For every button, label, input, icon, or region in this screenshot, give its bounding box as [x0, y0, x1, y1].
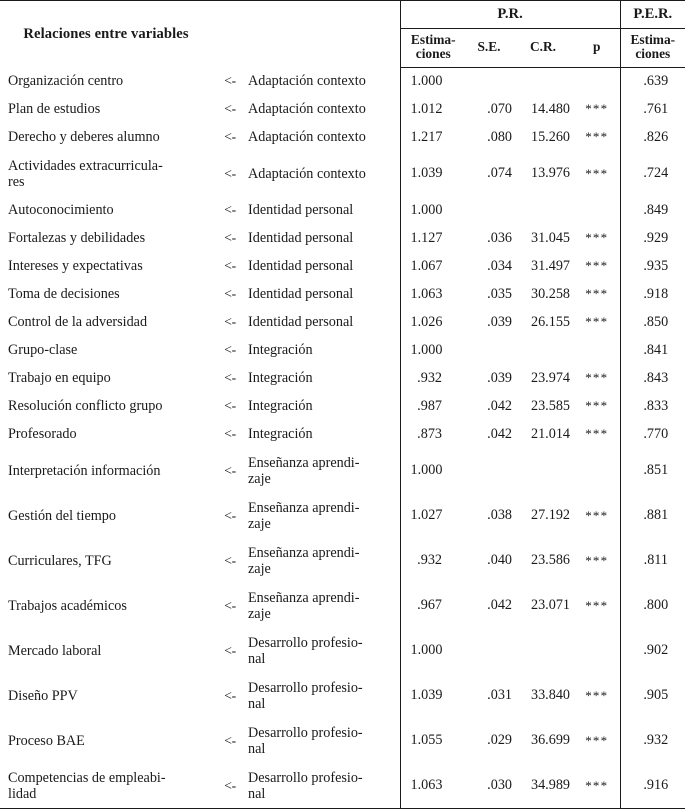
cell-per-estimaciones: .935 — [620, 252, 685, 280]
cell-pr-se: .034 — [487, 257, 512, 274]
cell-pr-se: .040 — [487, 552, 512, 569]
cell-pr-cr: 31.497 — [530, 257, 570, 274]
cell-variable-dependent: Trabajo en equipo — [8, 370, 111, 387]
arrow-icon: <- — [224, 286, 236, 302]
table-row — [0, 673, 685, 718]
cell-per-estimaciones: .770 — [620, 420, 685, 448]
cell-pr-estimaciones: 1.063 — [400, 280, 466, 308]
cell-variable-dependent: Trabajos académicos — [8, 597, 127, 614]
cell-variable-dependent: Grupo-clase — [8, 342, 78, 359]
cell-variable-dependent: Diseño PPV — [8, 687, 78, 704]
cell-pr-p-significance — [574, 336, 620, 364]
cell-pr-se: .029 — [487, 732, 512, 749]
cell-pr-estimaciones: 1.000 — [400, 196, 466, 224]
cell-pr-p-significance: *** — [585, 398, 609, 414]
cell-pr-p-significance: *** — [585, 370, 609, 386]
cell-variable-dependent: Intereses y expectativas — [8, 258, 143, 275]
cell-pr-cr: 34.989 — [512, 763, 574, 808]
cell-pr-se: .080 — [487, 128, 512, 145]
cell-per-estimaciones: .833 — [620, 392, 685, 420]
cell-per-estimaciones: .851 — [620, 448, 685, 493]
cell-pr-p-significance: *** — [585, 165, 609, 181]
cell-variable-latent: Desarrollo profesio- nal — [248, 763, 400, 808]
cell-per-estimaciones: .843 — [620, 364, 685, 392]
cell-variable-latent: Identidad personal — [248, 314, 354, 331]
cell-pr-p-significance: *** — [585, 552, 609, 568]
cell-pr-se — [466, 196, 512, 224]
cell-pr-cr: 15.260 — [530, 128, 570, 145]
header-col-se: S.E. — [466, 29, 512, 68]
arrow-icon: <- — [224, 370, 236, 386]
table-row — [0, 151, 685, 196]
cell-pr-p-significance: *** — [585, 258, 609, 274]
table-row — [0, 308, 685, 336]
cell-per-estimaciones: .902 — [620, 628, 685, 673]
cell-pr-cr: 26.155 — [530, 313, 570, 330]
cell-per-estimaciones: .905 — [620, 673, 685, 718]
cell-pr-cr: 30.258 — [530, 285, 570, 302]
arrow-icon: <- — [224, 426, 236, 442]
cell-pr-se: .035 — [487, 285, 512, 302]
cell-pr-estimaciones: 1.000 — [400, 67, 466, 95]
header-col-estimaciones-line2: ciones — [415, 46, 451, 62]
cell-pr-cr: 14.480 — [530, 100, 570, 117]
cell-pr-p-significance: *** — [585, 129, 609, 145]
arrow-icon: <- — [224, 202, 236, 218]
cell-per-estimaciones: .826 — [620, 123, 685, 151]
cell-pr-estimaciones: 1.000 — [400, 448, 466, 493]
cell-pr-cr: 23.071 — [530, 597, 570, 614]
cell-variable-latent: Identidad personal — [248, 230, 354, 247]
cell-variable-latent: Enseñanza aprendi- zaje — [248, 454, 360, 487]
cell-pr-p-significance: *** — [585, 286, 609, 302]
cell-pr-se — [466, 336, 512, 364]
header-group-pr: P.R. — [400, 1, 620, 29]
table-row — [0, 67, 685, 95]
cell-per-estimaciones: .841 — [620, 336, 685, 364]
cell-pr-p-significance: *** — [585, 732, 609, 748]
table-row — [0, 336, 685, 364]
cell-pr-p-significance: *** — [585, 314, 609, 330]
cell-per-estimaciones: .929 — [620, 224, 685, 252]
cell-pr-cr: 36.699 — [530, 732, 570, 749]
cell-pr-estimaciones: .932 — [400, 538, 466, 583]
cell-variable-latent: Enseñanza aprendi- zaje — [248, 589, 360, 622]
header-relations-label: Relaciones entre variables — [0, 1, 212, 68]
table-row — [0, 448, 685, 493]
table-row — [0, 95, 685, 123]
table-row — [0, 196, 685, 224]
cell-pr-se: .074 — [487, 165, 512, 182]
cell-variable-dependent: Plan de estudios — [8, 101, 101, 118]
cell-pr-p-significance: *** — [585, 597, 609, 613]
cell-pr-cr — [512, 448, 574, 493]
cell-pr-estimaciones: 1.039 — [400, 151, 466, 196]
cell-per-estimaciones: .850 — [620, 308, 685, 336]
header-relations-spacer — [248, 1, 400, 68]
cell-pr-estimaciones: 1.127 — [400, 224, 466, 252]
table-row — [0, 280, 685, 308]
table-row — [0, 420, 685, 448]
header-col-cr: C.R. — [512, 29, 574, 68]
cell-variable-dependent: Fortalezas y debilidades — [8, 230, 146, 247]
cell-variable-latent: Adaptación contexto — [248, 73, 366, 90]
cell-variable-latent: Adaptación contexto — [248, 101, 366, 118]
cell-pr-cr — [512, 628, 574, 673]
arrow-icon: <- — [224, 258, 236, 274]
cell-pr-estimaciones: 1.039 — [400, 673, 466, 718]
cell-variable-dependent: Profesorado — [8, 426, 77, 443]
arrow-icon: <- — [224, 398, 236, 414]
cell-pr-p-significance — [574, 67, 620, 95]
cell-variable-dependent: Mercado laboral — [8, 642, 102, 659]
cell-variable-dependent: Toma de decisiones — [8, 286, 120, 303]
cell-variable-dependent: Resolución conflicto grupo — [8, 398, 163, 415]
table-row — [0, 252, 685, 280]
arrow-icon: <- — [224, 462, 236, 478]
arrow-icon: <- — [224, 101, 236, 117]
cell-variable-latent: Identidad personal — [248, 258, 354, 275]
header-col-per-estimaciones — [620, 29, 685, 68]
table-row — [0, 628, 685, 673]
arrow-icon: <- — [224, 687, 236, 703]
header-group-row — [0, 1, 685, 29]
cell-variable-latent: Adaptación contexto — [248, 165, 366, 182]
header-group-per: P.E.R. — [620, 1, 685, 29]
cell-pr-se: .042 — [487, 397, 512, 414]
cell-variable-latent: Enseñanza aprendi- zaje — [248, 544, 360, 577]
arrow-icon: <- — [224, 552, 236, 568]
header-arrow-spacer — [212, 1, 248, 68]
table-body — [0, 67, 685, 808]
cell-variable-latent: Integración — [248, 426, 313, 443]
cell-variable-latent: Enseñanza aprendi- zaje — [248, 499, 360, 532]
cell-pr-p-significance — [574, 628, 620, 673]
cell-pr-cr: 31.045 — [530, 229, 570, 246]
cell-pr-se: .038 — [487, 507, 512, 524]
header-col-p: p — [574, 29, 620, 68]
cell-pr-se: .039 — [487, 369, 512, 386]
header-col-estimaciones — [400, 29, 466, 68]
table-row — [0, 123, 685, 151]
cell-pr-cr: 23.585 — [530, 397, 570, 414]
arrow-icon: <- — [224, 642, 236, 658]
cell-variable-latent: Integración — [248, 342, 313, 359]
header-col-per-estimaciones-line1: Estima- — [630, 32, 676, 47]
cell-per-estimaciones: .932 — [620, 718, 685, 763]
cell-variable-dependent: Actividades extracurricula- res — [8, 157, 163, 190]
cell-variable-latent: Identidad personal — [248, 202, 354, 219]
cell-pr-p-significance: *** — [585, 101, 609, 117]
cell-pr-estimaciones: 1.027 — [400, 493, 466, 538]
arrow-icon: <- — [224, 230, 236, 246]
cell-pr-p-significance — [574, 448, 620, 493]
arrow-icon: <- — [224, 342, 236, 358]
cell-pr-cr: 33.840 — [530, 687, 570, 704]
cell-per-estimaciones: .849 — [620, 196, 685, 224]
arrow-icon: <- — [224, 597, 236, 613]
cell-variable-dependent: Derecho y deberes alumno — [8, 129, 160, 146]
cell-variable-latent: Integración — [248, 370, 313, 387]
cell-variable-dependent: Proceso BAE — [8, 732, 85, 749]
cell-pr-cr: 27.192 — [530, 507, 570, 524]
cell-per-estimaciones: .916 — [620, 763, 685, 808]
cell-per-estimaciones: .811 — [620, 538, 685, 583]
cell-pr-estimaciones: 1.055 — [400, 718, 466, 763]
arrow-icon: <- — [224, 314, 236, 330]
arrow-icon: <- — [212, 763, 248, 808]
cell-pr-estimaciones: 1.063 — [400, 763, 466, 808]
cell-pr-se: .042 — [487, 425, 512, 442]
table-row — [0, 224, 685, 252]
cell-pr-estimaciones: 1.012 — [400, 95, 466, 123]
cell-variable-dependent: Interpretación información — [8, 462, 161, 479]
cell-variable-latent: Identidad personal — [248, 286, 354, 303]
header-col-estimaciones-line1: Estima- — [410, 32, 456, 47]
cell-pr-estimaciones: .932 — [400, 364, 466, 392]
cell-pr-estimaciones: .987 — [400, 392, 466, 420]
cell-variable-dependent: Gestión del tiempo — [8, 507, 116, 524]
table-header — [0, 1, 685, 68]
cell-pr-p-significance: *** — [585, 507, 609, 523]
cell-pr-estimaciones: 1.026 — [400, 308, 466, 336]
cell-variable-latent: Desarrollo profesio- nal — [248, 634, 363, 667]
cell-pr-cr — [512, 336, 574, 364]
cell-pr-cr: 23.974 — [530, 369, 570, 386]
cell-variable-dependent: Curriculares, TFG — [8, 552, 112, 569]
table-row — [0, 763, 685, 808]
arrow-icon: <- — [224, 507, 236, 523]
cell-pr-se — [466, 67, 512, 95]
table-row — [0, 583, 685, 628]
table-row — [0, 364, 685, 392]
cell-pr-p-significance: *** — [585, 687, 609, 703]
cell-pr-se: .030 — [466, 763, 512, 808]
cell-pr-se: .042 — [487, 597, 512, 614]
cell-pr-cr: 23.586 — [530, 552, 570, 569]
cell-pr-cr: 13.976 — [530, 165, 570, 182]
header-col-per-estimaciones-line2: ciones — [635, 46, 671, 62]
arrow-icon: <- — [224, 73, 236, 89]
cell-pr-se: .031 — [487, 687, 512, 704]
cell-pr-se: .070 — [487, 100, 512, 117]
cell-pr-se: .039 — [487, 313, 512, 330]
cell-pr-estimaciones: .873 — [400, 420, 466, 448]
cell-variable-latent: Desarrollo profesio- nal — [248, 724, 363, 757]
cell-per-estimaciones: .800 — [620, 583, 685, 628]
table-row — [0, 493, 685, 538]
cell-pr-estimaciones: 1.067 — [400, 252, 466, 280]
cell-variable-dependent: Competencias de empleabi- lidad — [0, 763, 212, 808]
table-row — [0, 718, 685, 763]
cell-variable-latent: Integración — [248, 398, 313, 415]
cell-pr-se — [466, 448, 512, 493]
cell-pr-p-significance: *** — [585, 230, 609, 246]
cell-pr-cr: 21.014 — [530, 425, 570, 442]
cell-per-estimaciones: .639 — [620, 67, 685, 95]
cell-pr-cr — [512, 67, 574, 95]
cell-pr-se — [466, 628, 512, 673]
cell-pr-estimaciones: 1.000 — [400, 628, 466, 673]
cell-per-estimaciones: .881 — [620, 493, 685, 538]
cell-per-estimaciones: .724 — [620, 151, 685, 196]
cell-variable-dependent: Control de la adversidad — [8, 314, 148, 331]
arrow-icon: <- — [224, 165, 236, 181]
cell-variable-dependent: Autoconocimiento — [8, 202, 114, 219]
table-row — [0, 538, 685, 583]
table-row — [0, 392, 685, 420]
cell-pr-se: .036 — [487, 229, 512, 246]
cell-variable-dependent: Organización centro — [8, 73, 124, 90]
cell-pr-cr — [512, 196, 574, 224]
arrow-icon: <- — [224, 129, 236, 145]
cell-variable-latent: Adaptación contexto — [248, 129, 366, 146]
cell-pr-p-significance — [574, 196, 620, 224]
cell-pr-estimaciones: .967 — [400, 583, 466, 628]
cell-pr-estimaciones: 1.000 — [400, 336, 466, 364]
cell-per-estimaciones: .761 — [620, 95, 685, 123]
arrow-icon: <- — [224, 732, 236, 748]
cell-pr-p-significance: *** — [585, 426, 609, 442]
cell-variable-latent: Desarrollo profesio- nal — [248, 679, 363, 712]
cell-per-estimaciones: .918 — [620, 280, 685, 308]
cell-pr-estimaciones: 1.217 — [400, 123, 466, 151]
cell-pr-p-significance: *** — [574, 763, 620, 808]
